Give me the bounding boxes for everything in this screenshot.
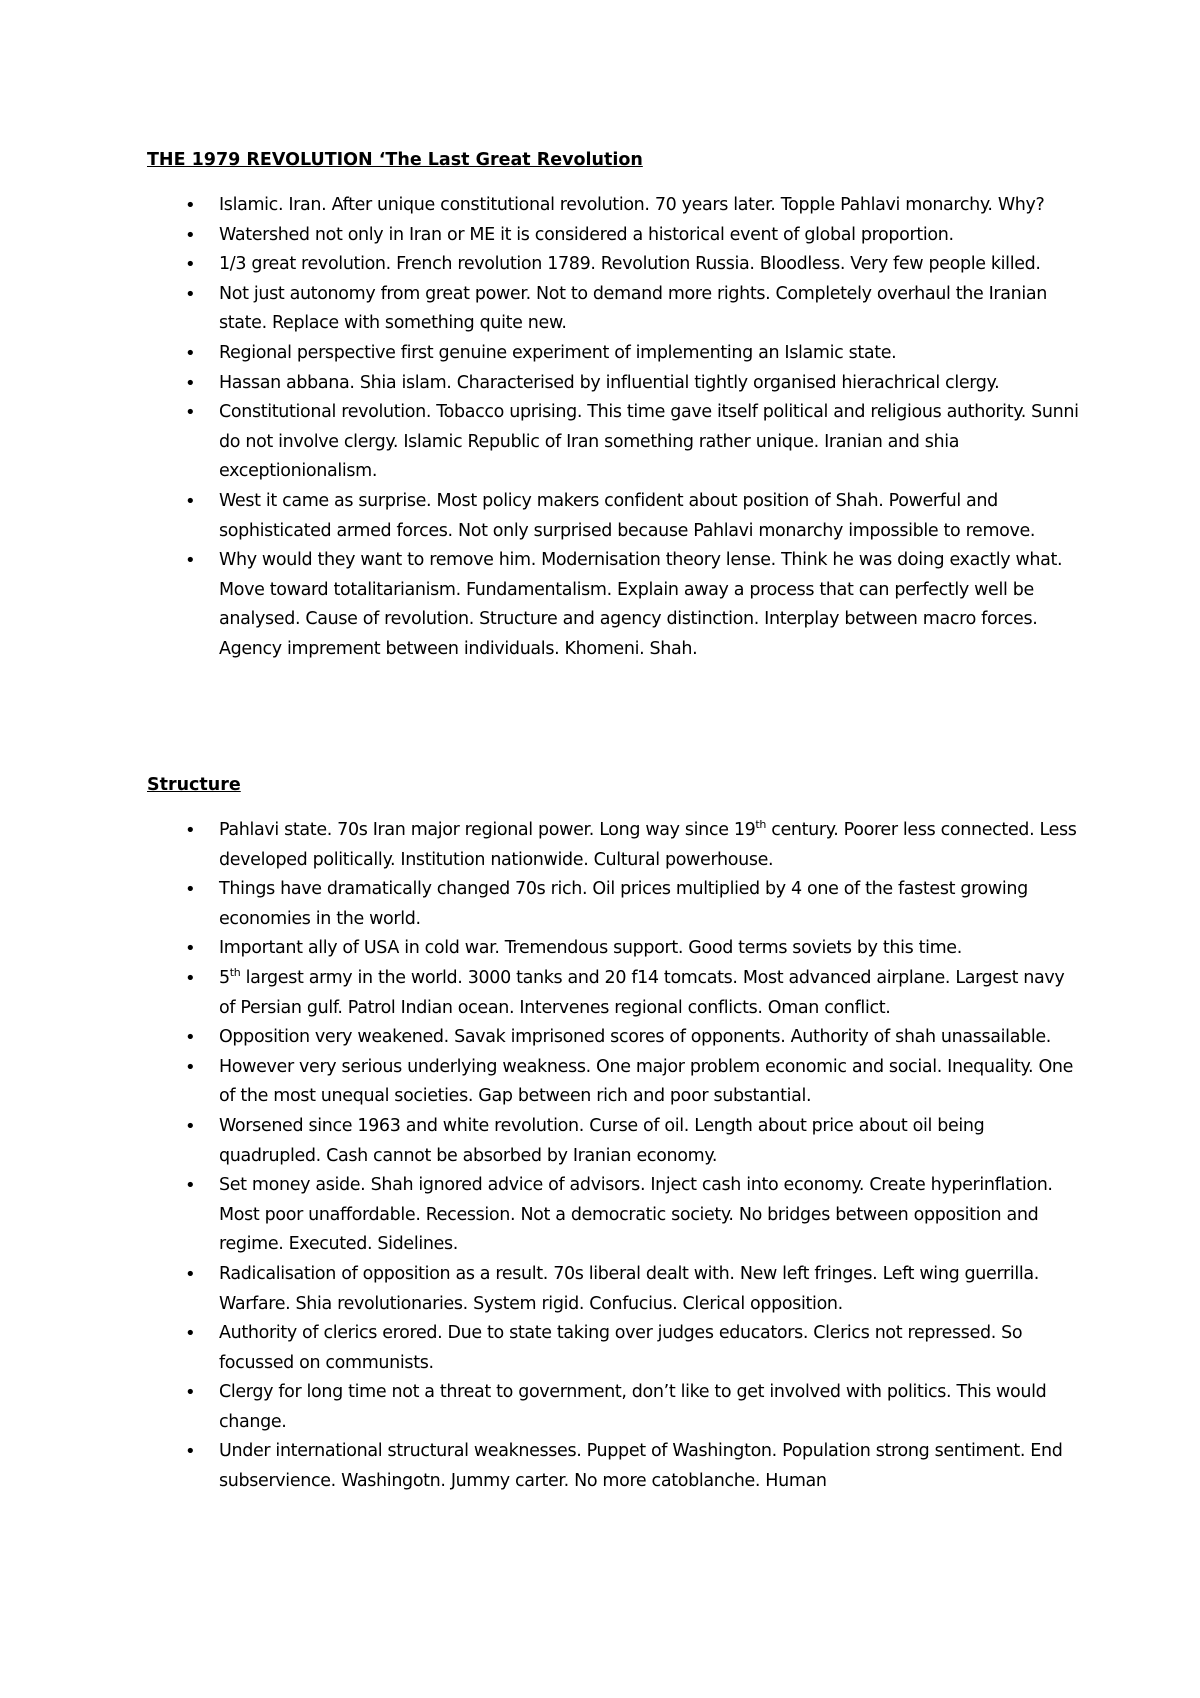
list-item-text <box>219 964 1081 1023</box>
list-item-text: Why would they want to remove him. Modernisation theory lense. Think he was doing exactly what. Move toward totalitarianism. Fundamentalism. Explain away a process that can perfectly well be analysed. Cause of revolution. Structure and agency distinction. Interplay between macro forces. Agency imprement between individuals. Khomeni. Shah. <box>219 550 1063 659</box>
text-run: century. Poorer less connected. Less developed politically. Institution nationwide. Cultural powerhouse. <box>219 820 1077 870</box>
list-item <box>0 191 1200 221</box>
list-item-text: Constitutional revolution. Tobacco uprising. This time gave itself political and religious authority. Sunni do not involve clergy. Islamic Republic of Iran something rather unique. Iranian and shia exceptionionalism. <box>219 402 1079 482</box>
bullet-icon: • <box>185 1027 196 1049</box>
list-item <box>0 369 1200 399</box>
list-item <box>0 1437 1200 1496</box>
list-item <box>0 964 1200 1023</box>
list-item-text: West it came as surprise. Most policy makers confident about position of Shah. Powerful and sophisticated armed forces. Not only surprised because Pahlavi monarchy impossible to remove. <box>219 490 1036 541</box>
bullet-icon: • <box>185 254 196 276</box>
list-item-text: Hassan abbana. Shia islam. Characterised by influential tightly organised hierachrical clergy. <box>219 372 1000 393</box>
list-item-text: Worsened since 1963 and white revolution. Curse of oil. Length about price about oil being quadrupled. Cash cannot be absorbed by Iranian economy. <box>219 1115 985 1166</box>
bullet-icon: • <box>185 1175 196 1197</box>
list-item <box>0 1112 1200 1171</box>
section-heading-structure: Structure <box>147 775 241 795</box>
list-item <box>0 1053 1200 1112</box>
bullet-icon: • <box>185 372 196 394</box>
bullet-icon: • <box>185 938 196 960</box>
intro-bullet-list <box>0 191 1200 665</box>
bullet-icon: • <box>185 879 196 901</box>
list-item-text: Authority of clerics erored. Due to state taking over judges educators. Clerics not repressed. So focussed on communists. <box>219 1323 1023 1373</box>
text-run: Pahlavi state. 70s Iran major regional power. Long way since 19 <box>219 820 756 840</box>
bullet-icon: • <box>185 224 196 246</box>
bullet-icon: • <box>185 1056 196 1078</box>
list-item <box>0 1023 1200 1053</box>
list-item-text: Radicalisation of opposition as a result. 70s liberal dealt with. New left fringes. Left wing guerrilla. Warfare. Shia revolutionaries. System rigid. Confucius. Clerical opposition. <box>219 1263 1039 1314</box>
document-title: THE 1979 REVOLUTION ‘The Last Great Revolution <box>147 150 643 170</box>
list-item <box>0 221 1200 251</box>
list-item <box>0 1260 1200 1319</box>
list-item-text: Not just autonomy from great power. Not to demand more rights. Completely overhaul the Iranian state. Replace with something quite new. <box>219 283 1048 334</box>
list-item <box>0 398 1200 487</box>
bullet-icon: • <box>185 550 196 572</box>
list-item <box>0 934 1200 964</box>
list-item-text: Islamic. Iran. After unique constitutional revolution. 70 years later. Topple Pahlavi monarchy. Why? <box>219 195 1045 215</box>
list-item-text: However very serious underlying weakness. One major problem economic and social. Inequality. One of the most unequal societies. Gap between rich and poor substantial. <box>219 1056 1074 1107</box>
list-item <box>0 339 1200 369</box>
text-run: 5 <box>219 967 230 988</box>
list-item <box>0 816 1200 875</box>
list-item-text: Important ally of USA in cold war. Tremendous support. Good terms soviets by this time. <box>219 938 962 959</box>
ordinal-superscript: th <box>755 818 766 832</box>
ordinal-superscript: th <box>229 966 241 980</box>
list-item-text: Watershed not only in Iran or ME it is considered a historical event of global proportion. <box>219 224 954 245</box>
list-item <box>0 1378 1200 1437</box>
bullet-icon: • <box>185 820 196 841</box>
list-item-text: Set money aside. Shah ignored advice of advisors. Inject cash into economy. Create hyperinflation. Most poor unaffordable. Recession. Not a democratic society. No bridges between opposition and regime. Executed. Sidelines. <box>219 1175 1053 1255</box>
list-item <box>0 280 1200 339</box>
list-item <box>0 546 1200 664</box>
text-run: largest army in the world. 3000 tanks and 20 f14 tomcats. Most advanced airplane. Largest navy of Persian gulf. Patrol Indian ocean. Intervenes regional conflicts. Oman conflict. <box>219 967 1065 1018</box>
bullet-icon: • <box>185 1382 196 1404</box>
structure-bullet-list <box>0 816 1200 1497</box>
bullet-icon: • <box>185 1263 196 1285</box>
list-item-text: Clergy for long time not a threat to government, don’t like to get involved with politics. This would change. <box>219 1382 1047 1432</box>
bullet-icon: • <box>185 283 196 305</box>
bullet-icon: • <box>185 1115 196 1137</box>
bullet-icon: • <box>185 1441 196 1463</box>
list-item-text <box>219 816 1081 875</box>
list-item-text: 1/3 great revolution. French revolution 1789. Revolution Russia. Bloodless. Very few people killed. <box>219 254 1041 275</box>
list-item-text: Under international structural weaknesses. Puppet of Washington. Population strong sentiment. End subservience. Washingotn. Jummy carter. No more catoblanche. Human <box>219 1441 1063 1492</box>
bullet-icon: • <box>185 490 196 512</box>
list-item <box>0 487 1200 546</box>
list-item <box>0 875 1200 934</box>
bullet-icon: • <box>185 195 196 216</box>
list-item <box>0 1319 1200 1378</box>
bullet-icon: • <box>185 967 196 989</box>
list-item <box>0 1171 1200 1260</box>
bullet-icon: • <box>185 342 196 364</box>
list-item <box>0 250 1200 280</box>
list-item-text: Opposition very weakened. Savak imprisoned scores of opponents. Authority of shah unassailable. <box>219 1027 1051 1048</box>
bullet-icon: • <box>185 402 196 424</box>
list-item-text: Things have dramatically changed 70s rich. Oil prices multiplied by 4 one of the fastest growing economies in the world. <box>219 879 1028 929</box>
list-item-text: Regional perspective first genuine experiment of implementing an Islamic state. <box>219 342 897 363</box>
bullet-icon: • <box>185 1323 196 1345</box>
